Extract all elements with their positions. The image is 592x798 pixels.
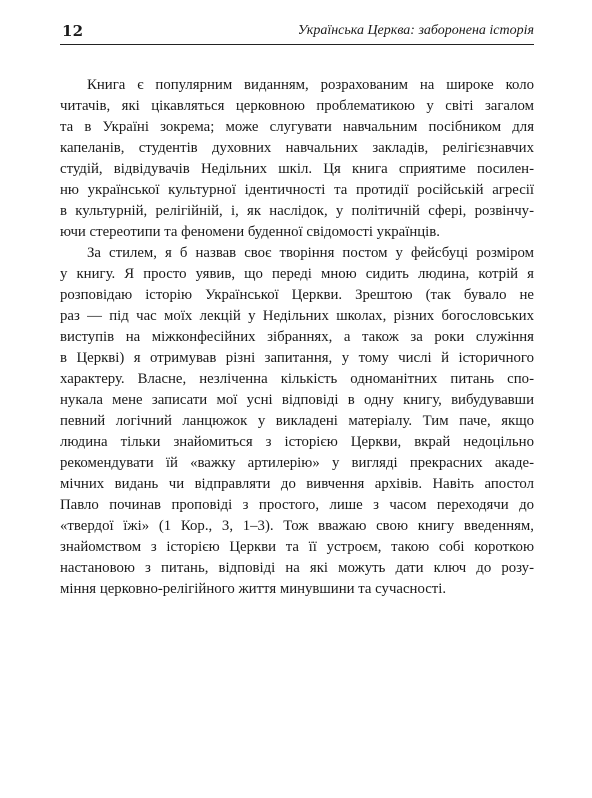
text-line: читачів, які цікавляться церковною проблематикою у світі загалом	[60, 98, 534, 114]
running-title: Українська Церква: заборонена історія	[297, 23, 534, 38]
paragraph-1	[60, 75, 534, 243]
text-line: Книга є популярним виданням, розрахованим на широке коло	[87, 77, 534, 93]
text-line: рекомендувати їй «важку артилерію» у вигляді прекрасних акаде-	[60, 455, 534, 471]
text-line: виступів на міжконфесійних зібраннях, а також за роки служіння	[60, 329, 534, 345]
text-line: нукала мене записати мої усні відповіді в одну книгу, вибудувавши	[60, 392, 534, 408]
running-header	[60, 14, 534, 45]
body-text	[60, 75, 534, 600]
text-line: За стилем, я б назвав своє творіння постом у фейсбуці розміром	[87, 245, 534, 261]
text-line: знайомством з історією Церкви та її устроєм, такою собі короткою	[60, 539, 534, 555]
text-line: «твердої їжі» (1 Кор., 3, 1–3). Тож вважаю свою книгу введенням,	[60, 518, 534, 534]
text-line: в культурній, релігійній, і, як наслідок, у політичній сфері, розвінчу-	[60, 203, 534, 219]
text-line: капеланів, студентів духовних навчальних закладів, релігієзнавчих	[60, 140, 534, 156]
text-line: характеру. Власне, незліченна кількість одноманітних питань спо-	[60, 371, 534, 387]
text-line: ню української культурної ідентичності та протидії російській агресії	[60, 182, 534, 198]
page-number: 12	[62, 22, 84, 40]
text-line: міння церковно-релігійного життя минувшини та сучасності.	[60, 581, 447, 597]
text-line: мічних видань чи відправляти до вивчення архівів. Навіть апостол	[60, 476, 534, 492]
text-line: настановою з питань, відповіді на які можуть дати ключ до розу-	[60, 560, 534, 576]
text-line: ючи стереотипи та феномени буденної свідомості українців.	[60, 224, 440, 240]
paragraph-2	[60, 243, 534, 600]
text-line: та в Україні зокрема; може слугувати навчальним посібником для	[60, 119, 534, 135]
text-line: певний логічний ланцюжок у викладені матеріалу. Тим паче, якщо	[60, 413, 534, 429]
text-line: Павло починав проповіді з простого, лише з часом переходячи до	[60, 497, 534, 513]
text-line: студій, відвідувачів Недільних шкіл. Ця книга сприятиме посилен-	[60, 161, 534, 177]
text-line: у книгу. Я просто уявив, що переді мною сидить людина, котрій я	[60, 266, 534, 282]
text-line: в Церкві) я отримував різні запитання, у тому числі й історичного	[60, 350, 534, 366]
text-line: раз — під час моїх лекцій у Недільних школах, різних богословських	[60, 308, 534, 324]
text-line: людина тільки знайомиться з історією Церкви, вкрай недоцільно	[60, 434, 534, 450]
text-line: розповідаю історію Української Церкви. Зрештою (так бувало не	[60, 287, 534, 303]
